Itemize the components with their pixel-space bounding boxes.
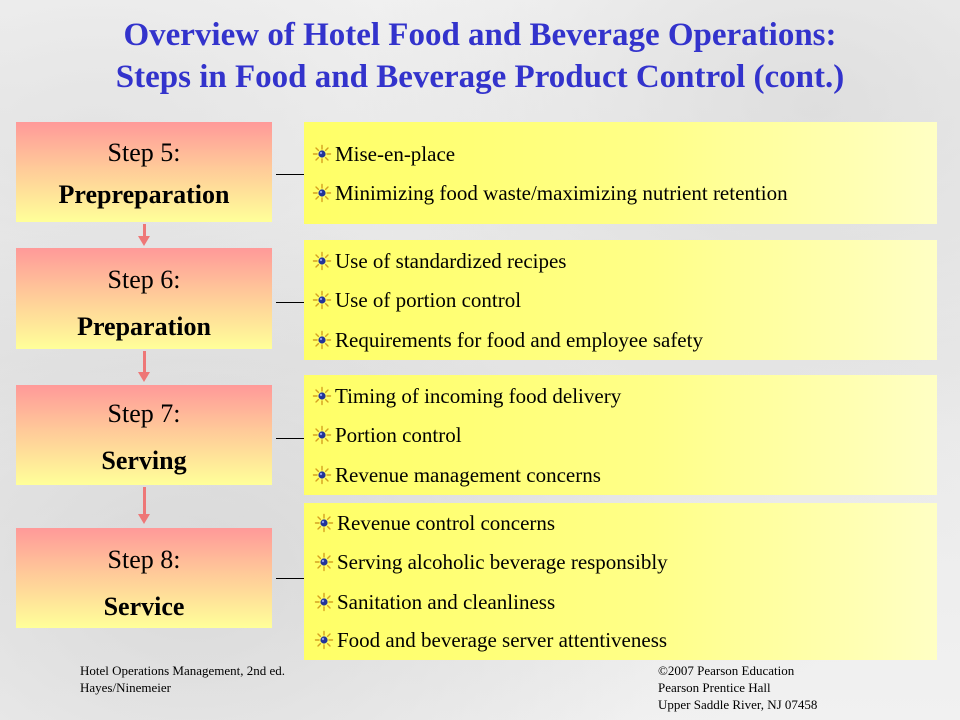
sun-bullet-icon (314, 630, 334, 650)
flow-arrow-icon (139, 224, 149, 246)
list-item: Revenue management concerns (312, 462, 601, 488)
list-item: Serving alcoholic beverage responsibly (314, 549, 668, 575)
footer-copyright: ©2007 Pearson Education (658, 663, 795, 678)
step-8-number: Step 8: (107, 545, 181, 574)
sun-bullet-icon (312, 425, 332, 445)
sun-bullet-icon (314, 513, 334, 533)
sun-bullet-icon (314, 592, 334, 612)
step-5-number: Step 5: (107, 138, 181, 167)
list-item: Mise-en-place (312, 141, 455, 167)
sun-bullet-icon (312, 183, 332, 203)
title-line-2: Steps in Food and Beverage Product Control (cont.) (115, 59, 845, 95)
step-8-connector (276, 578, 304, 579)
step-5-connector (276, 174, 304, 175)
footer-right (658, 662, 817, 713)
step-5-details (304, 122, 937, 224)
sun-bullet-icon (312, 465, 332, 485)
footer-address: Upper Saddle River, NJ 07458 (658, 697, 818, 712)
sun-bullet-icon (312, 386, 332, 406)
list-item: Portion control (312, 422, 462, 448)
step-6-name: Preparation (77, 312, 211, 341)
list-item: Use of standardized recipes (312, 248, 566, 274)
step-5-name: Prepreparation (58, 180, 230, 209)
list-item: Minimizing food waste/maximizing nutrient retention (312, 180, 788, 206)
slide-title (0, 14, 960, 98)
step-6-connector (276, 302, 304, 303)
sun-bullet-icon (312, 144, 332, 164)
footer-authors: Hayes/Ninemeier (80, 680, 171, 695)
step-7-number: Step 7: (107, 399, 181, 428)
sun-bullet-icon (312, 330, 332, 350)
footer-publisher: Pearson Prentice Hall (658, 680, 771, 695)
list-item: Timing of incoming food delivery (312, 383, 621, 409)
step-7-box (16, 385, 272, 485)
step-7-name: Serving (101, 446, 187, 475)
list-item: Requirements for food and employee safety (312, 327, 703, 353)
step-8-details (304, 503, 937, 660)
step-8-box (16, 528, 272, 628)
list-item: Use of portion control (312, 287, 521, 313)
step-7-connector (276, 438, 304, 439)
flow-arrow-icon (139, 487, 149, 525)
title-line-1: Overview of Hotel Food and Beverage Operations: (123, 17, 837, 53)
list-item: Sanitation and cleanliness (314, 589, 555, 615)
step-7-details (304, 375, 937, 495)
sun-bullet-icon (312, 251, 332, 271)
sun-bullet-icon (314, 552, 334, 572)
list-item: Food and beverage server attentiveness (314, 627, 667, 653)
step-6-box (16, 248, 272, 349)
sun-bullet-icon (312, 290, 332, 310)
list-item: Revenue control concerns (314, 510, 555, 536)
footer-left (80, 662, 285, 696)
step-8-name: Service (103, 592, 185, 621)
step-6-details (304, 240, 937, 360)
step-6-number: Step 6: (107, 265, 181, 294)
flow-arrow-icon (139, 351, 149, 383)
footer-book-title: Hotel Operations Management, 2nd ed. (80, 663, 286, 678)
step-5-box (16, 122, 272, 222)
